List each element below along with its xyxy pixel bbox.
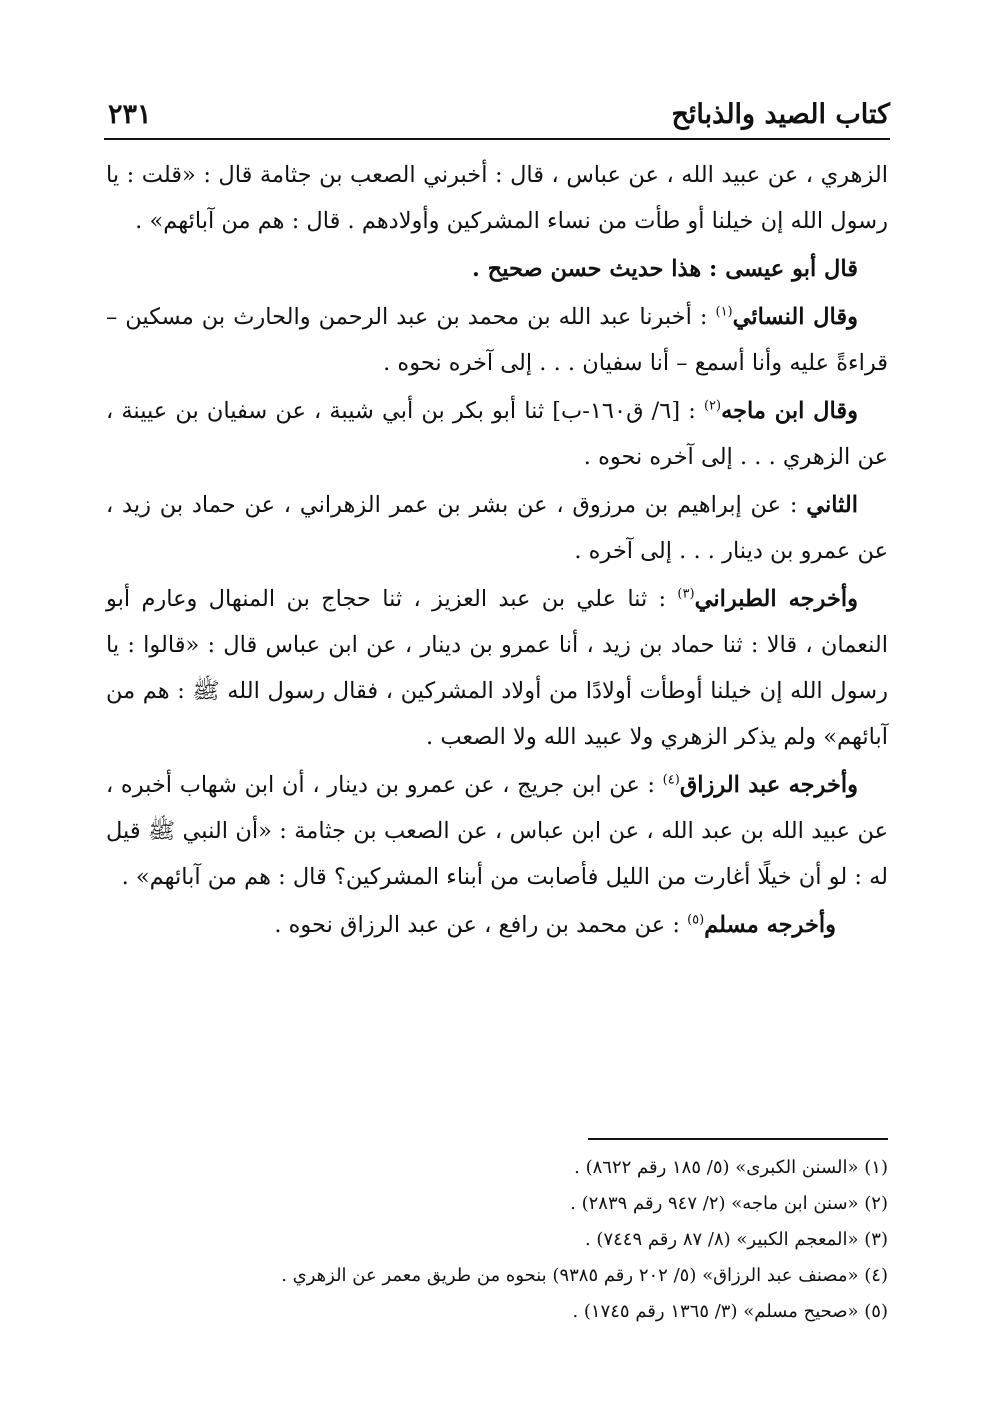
page-number: ٢٣١ bbox=[108, 99, 152, 130]
paragraph-lead: الثاني bbox=[806, 492, 858, 518]
paragraph-lead: وقال النسائي bbox=[732, 304, 859, 330]
footnote-5: (٥) «صحيح مسلم» (٣/ ١٣٦٥ رقم ١٧٤٥) . bbox=[572, 1301, 888, 1322]
paragraph-7 bbox=[106, 762, 888, 900]
header-rule bbox=[104, 138, 890, 140]
paragraph-8 bbox=[106, 902, 888, 948]
book-title: كتاب الصيد والذبائح bbox=[671, 99, 890, 130]
paragraph-lead: قال أبو عيسى : هذا حديث حسن صحيح . bbox=[472, 256, 858, 282]
paragraph-5 bbox=[106, 482, 888, 574]
main-text bbox=[106, 152, 888, 950]
paragraph-4 bbox=[106, 388, 888, 480]
footnote-ref: (٢) bbox=[703, 398, 722, 414]
paragraph-lead: وقال ابن ماجه bbox=[721, 398, 858, 424]
footnote-3: (٣) «المعجم الكبير» (٨/ ٨٧ رقم ٧٤٤٩) . bbox=[584, 1229, 888, 1250]
paragraph-text: : أخبرنا عبد الله بن محمد بن عبد الرحمن والحارث بن مسكين – قراءةً عليه وأنا أسمع – أنا سفيان . . . إلى آخره نحوه . bbox=[106, 304, 888, 376]
footnote-2: (٢) «سنن ابن ماجه» (٢/ ٩٤٧ رقم ٢٨٣٩) . bbox=[570, 1193, 888, 1214]
footnote-ref: (٣) bbox=[677, 586, 695, 602]
paragraph-2 bbox=[106, 246, 888, 292]
paragraph-lead: وأخرجه مسلم bbox=[704, 912, 836, 938]
paragraph-1 bbox=[106, 152, 888, 244]
paragraph-lead: وأخرجه الطبراني bbox=[694, 586, 858, 612]
paragraph-text: : عن محمد بن رافع ، عن عبد الرزاق نحوه . bbox=[274, 912, 688, 938]
footnote-4: (٤) «مصنف عبد الرزاق» (٥/ ٢٠٢ رقم ٩٣٨٥) بنحوه من طريق معمر عن الزهري . bbox=[281, 1265, 888, 1286]
paragraph-lead: وأخرجه عبد الرزاق bbox=[679, 772, 859, 798]
footnote-ref: (٥) bbox=[687, 912, 705, 928]
footnote-ref: (١) bbox=[715, 304, 733, 320]
paragraph-text: : [٦/ ق١٦٠-ب] ثنا أبو بكر بن أبي شيبة ، عن سفيان بن عيينة ، عن الزهري . . . إلى آخره نحوه . bbox=[106, 398, 888, 470]
paragraph-6 bbox=[106, 576, 888, 760]
paragraph-text: : عن إبراهيم بن مرزوق ، عن بشر بن عمر الزهراني ، عن حماد بن زيد ، عن عمرو بن دينار . . . إلى آخره . bbox=[106, 492, 888, 564]
paragraph-text: : ثنا علي بن عبد العزيز ، ثنا حجاج بن المنهال وعارم أبو النعمان ، قالا : ثنا حماد بن زيد ، أنا عمرو بن دينار ، عن ابن عباس قال : «قالوا : يا رسول الله إن خيلنا أوطأت أولادًا من أولاد المشركين ، فقال رسول الله ﷺ : هم من آبائهم» ولم يذكر الزهري ولا عبيد الله ولا الصعب . bbox=[106, 586, 888, 750]
footnotes bbox=[106, 1150, 888, 1330]
running-header bbox=[108, 78, 890, 138]
footnote-1: (١) «السنن الكبرى» (٥/ ١٨٥ رقم ٨٦٢٢) . bbox=[574, 1157, 888, 1178]
paragraph-3 bbox=[106, 294, 888, 386]
paragraph-text: الزهري ، عن عبيد الله ، عن عباس ، قال : أخبرني الصعب بن جثامة قال : «قلت : يا رسول الله إن خيلنا أو طأت من نساء المشركين وأولادهم . قال : هم من آبائهم» . bbox=[106, 162, 888, 234]
footnote-ref: (٤) bbox=[662, 772, 680, 788]
footnote-separator bbox=[588, 1138, 888, 1140]
paragraph-text: : عن ابن جريج ، عن عمرو بن دينار ، أن ابن شهاب أخبره ، عن عبيد الله بن عبد الله ، عن ابن عباس ، عن الصعب بن جثامة : «أن النبي ﷺ قيل له : لو أن خيلًا أغارت من الليل فأصابت من أبناء المشركين؟ قال : هم من آبائهم» . bbox=[106, 772, 888, 890]
